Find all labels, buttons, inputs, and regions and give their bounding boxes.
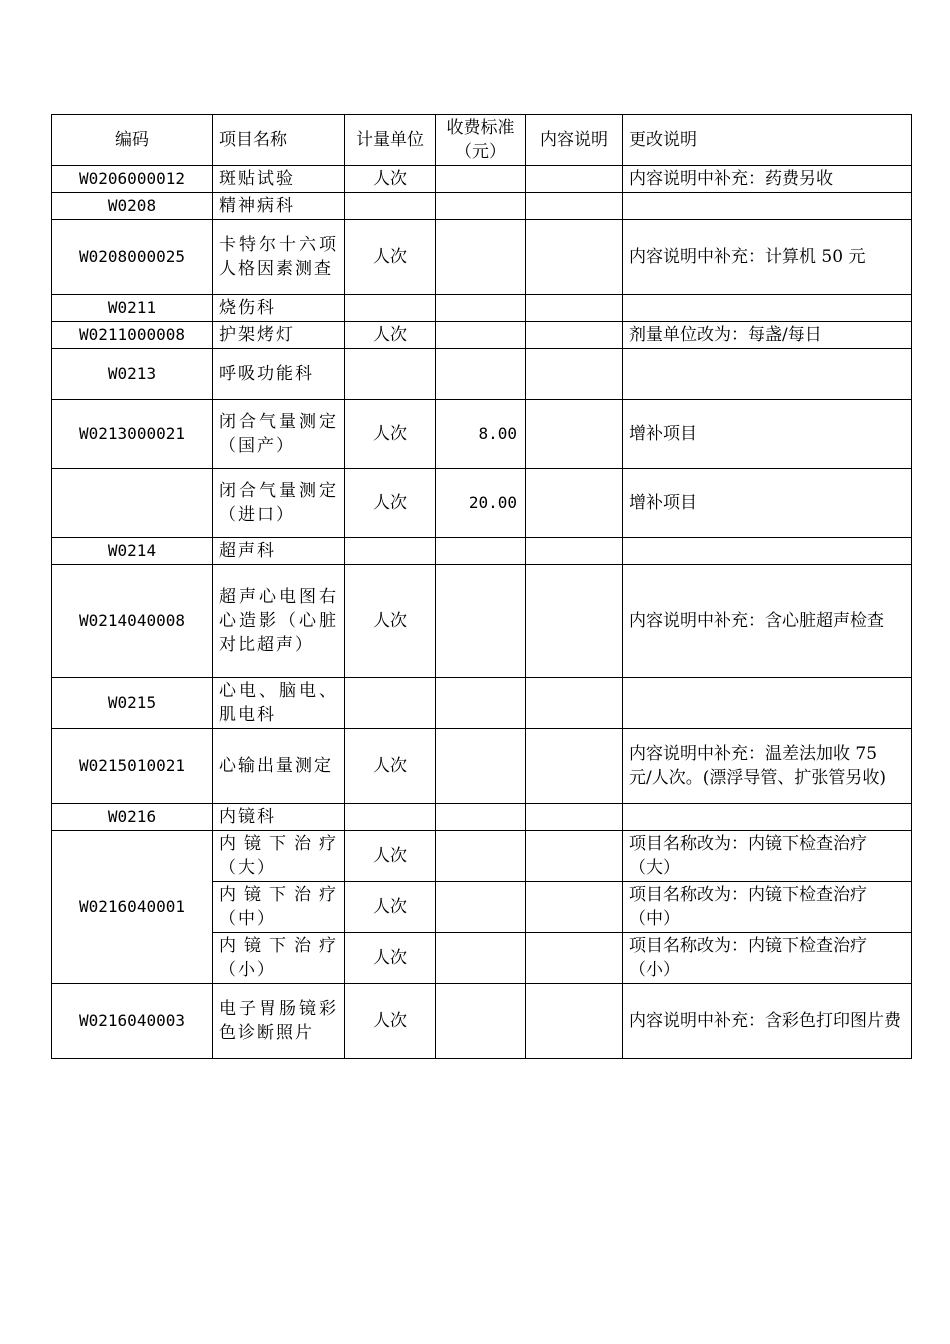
row-unit: 人次 [345, 882, 436, 933]
row-change [623, 295, 912, 322]
row-content [526, 984, 623, 1059]
row-change [623, 804, 912, 831]
row-unit: 人次 [345, 322, 436, 349]
row-change: 增补项目 [623, 469, 912, 538]
row-name: 超声心电图右心造影（心脏对比超声） [213, 565, 345, 678]
row-code [52, 469, 213, 538]
row-name: 呼吸功能科 [213, 349, 345, 400]
row-price [436, 882, 526, 933]
row-price [436, 984, 526, 1059]
row-change: 内容说明中补充：含彩色打印图片费 [623, 984, 912, 1059]
row-change: 项目名称改为：内镜下检查治疗（小） [623, 933, 912, 984]
row-unit: 人次 [345, 469, 436, 538]
row-code: W0213 [52, 349, 213, 400]
header-row [52, 115, 912, 166]
row-change [623, 678, 912, 729]
row-price [436, 729, 526, 804]
row-name: 斑贴试验 [213, 166, 345, 193]
row-price [436, 322, 526, 349]
row-price [436, 166, 526, 193]
table-row [52, 729, 912, 804]
row-name: 内镜下治疗（大） [213, 831, 345, 882]
row-name: 精神病科 [213, 193, 345, 220]
row-unit: 人次 [345, 933, 436, 984]
row-content [526, 295, 623, 322]
row-change [623, 538, 912, 565]
row-content [526, 729, 623, 804]
table-row [52, 193, 912, 220]
row-code: W0208000025 [52, 220, 213, 295]
row-code: W0215010021 [52, 729, 213, 804]
row-content [526, 804, 623, 831]
row-name: 内镜科 [213, 804, 345, 831]
row-price [436, 565, 526, 678]
row-price [436, 804, 526, 831]
row-name: 护架烤灯 [213, 322, 345, 349]
row-change: 项目名称改为：内镜下检查治疗（中） [623, 882, 912, 933]
row-code: W0213000021 [52, 400, 213, 469]
row-content [526, 400, 623, 469]
row-name: 卡特尔十六项人格因素测查 [213, 220, 345, 295]
row-code: W0206000012 [52, 166, 213, 193]
table-row [52, 220, 912, 295]
row-content [526, 166, 623, 193]
row-name: 心电、脑电、肌电科 [213, 678, 345, 729]
row-unit: 人次 [345, 831, 436, 882]
row-change [623, 349, 912, 400]
row-name: 电子胃肠镜彩色诊断照片 [213, 984, 345, 1059]
table-row [52, 349, 912, 400]
row-name: 超声科 [213, 538, 345, 565]
row-price [436, 538, 526, 565]
table-row [52, 166, 912, 193]
row-change: 内容说明中补充：含心脏超声检查 [623, 565, 912, 678]
row-content [526, 469, 623, 538]
table-row [52, 984, 912, 1059]
row-code: W0214040008 [52, 565, 213, 678]
header-change: 更改说明 [623, 115, 912, 166]
row-content [526, 882, 623, 933]
row-change: 增补项目 [623, 400, 912, 469]
header-content: 内容说明 [526, 115, 623, 166]
row-price [436, 831, 526, 882]
fee-change-table [51, 114, 912, 1059]
row-code: W0216040003 [52, 984, 213, 1059]
row-name: 烧伤科 [213, 295, 345, 322]
row-unit [345, 295, 436, 322]
header-price: 收费标准（元） [436, 115, 526, 166]
table-row [52, 831, 912, 882]
row-code: W0214 [52, 538, 213, 565]
table-row [52, 678, 912, 729]
group-code: W0216040001 [52, 831, 213, 984]
row-content [526, 538, 623, 565]
row-content [526, 322, 623, 349]
row-price [436, 295, 526, 322]
row-content [526, 220, 623, 295]
row-unit [345, 804, 436, 831]
row-price [436, 193, 526, 220]
row-content [526, 933, 623, 984]
row-code: W0211 [52, 295, 213, 322]
row-unit [345, 538, 436, 565]
row-unit: 人次 [345, 220, 436, 295]
header-name: 项目名称 [213, 115, 345, 166]
row-change: 项目名称改为：内镜下检查治疗（大） [623, 831, 912, 882]
row-price [436, 349, 526, 400]
header-unit: 计量单位 [345, 115, 436, 166]
table-row [52, 538, 912, 565]
row-code: W0215 [52, 678, 213, 729]
row-change: 剂量单位改为：每盏/每日 [623, 322, 912, 349]
row-change [623, 193, 912, 220]
row-name: 内镜下治疗（小） [213, 933, 345, 984]
row-unit: 人次 [345, 565, 436, 678]
row-content [526, 193, 623, 220]
row-unit [345, 349, 436, 400]
table-row [52, 400, 912, 469]
row-unit: 人次 [345, 400, 436, 469]
row-code: W0208 [52, 193, 213, 220]
row-name: 闭合气量测定（进口） [213, 469, 345, 538]
row-name: 心输出量测定 [213, 729, 345, 804]
row-price [436, 933, 526, 984]
row-change: 内容说明中补充：计算机 50 元 [623, 220, 912, 295]
row-code: W0211000008 [52, 322, 213, 349]
table-row [52, 565, 912, 678]
row-content [526, 831, 623, 882]
row-unit [345, 678, 436, 729]
row-change: 内容说明中补充：温差法加收 75 元/人次。(漂浮导管、扩张管另收) [623, 729, 912, 804]
row-price [436, 220, 526, 295]
row-change: 内容说明中补充：药费另收 [623, 166, 912, 193]
row-price: 20.00 [436, 469, 526, 538]
table-row [52, 469, 912, 538]
header-code: 编码 [52, 115, 213, 166]
row-price: 8.00 [436, 400, 526, 469]
row-unit: 人次 [345, 984, 436, 1059]
row-name: 闭合气量测定（国产） [213, 400, 345, 469]
row-name: 内镜下治疗（中） [213, 882, 345, 933]
row-price [436, 678, 526, 729]
table-row [52, 295, 912, 322]
table-row [52, 804, 912, 831]
row-unit [345, 193, 436, 220]
row-code: W0216 [52, 804, 213, 831]
row-content [526, 349, 623, 400]
row-unit: 人次 [345, 166, 436, 193]
table-row [52, 322, 912, 349]
row-content [526, 565, 623, 678]
row-unit: 人次 [345, 729, 436, 804]
row-content [526, 678, 623, 729]
